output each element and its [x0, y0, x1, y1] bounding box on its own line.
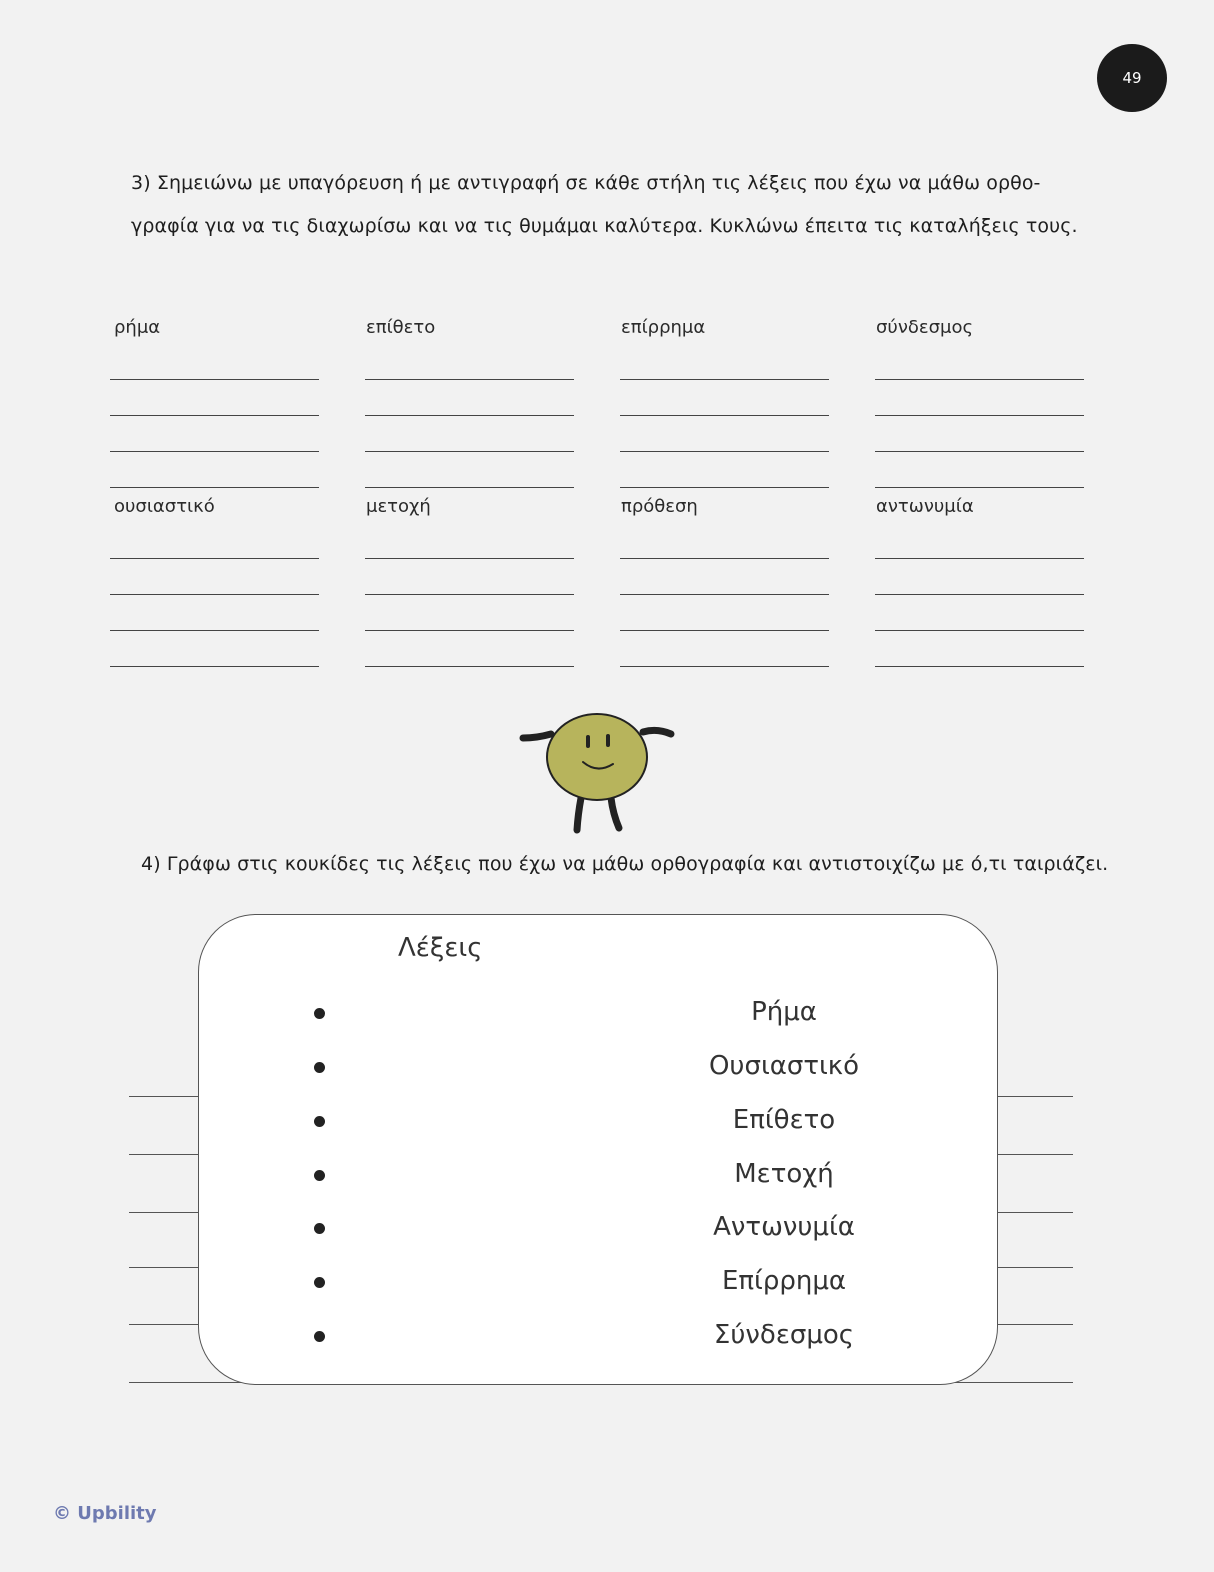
category-label: πρόθεση [621, 496, 698, 517]
writing-line[interactable] [365, 415, 574, 416]
connector-line-left [129, 1154, 204, 1155]
writing-line[interactable] [620, 558, 829, 559]
connector-line-right [993, 1154, 1073, 1155]
smiley-figure-icon [515, 708, 685, 840]
word-bullet[interactable] [314, 1062, 325, 1073]
category-label: μετοχή [366, 496, 431, 517]
writing-line[interactable] [365, 451, 574, 452]
part-of-speech-label: Ρήμα [751, 997, 817, 1027]
category-label: σύνδεσμος [876, 317, 974, 338]
part-of-speech-label: Επίθετο [732, 1105, 836, 1135]
word-bullet[interactable] [314, 1223, 325, 1234]
writing-line[interactable] [110, 666, 319, 667]
page-number: 49 [1122, 69, 1142, 87]
writing-line[interactable] [875, 487, 1084, 488]
writing-line[interactable] [620, 487, 829, 488]
words-heading: Λέξεις [398, 933, 483, 963]
part-of-speech-label: Επίρρημα [721, 1266, 847, 1296]
writing-line[interactable] [620, 630, 829, 631]
part-of-speech-label: Μετοχή [734, 1159, 834, 1189]
connector-line-left [129, 1324, 204, 1325]
category-label: ουσιαστικό [114, 496, 215, 517]
writing-line[interactable] [365, 379, 574, 380]
category-label: αντωνυμία [876, 496, 974, 517]
exercise3-instruction-line2: γραφία για να τις διαχωρίσω και να τις θυμάμαι καλύτερα. Κυκλώνω έπειτα τις καταλήξεις τους. [131, 215, 1078, 237]
connector-line-right [993, 1096, 1073, 1097]
category-label: επίρρημα [621, 317, 706, 338]
word-bullet[interactable] [314, 1116, 325, 1127]
exercise3-instruction-line1: 3) Σημειώνω με υπαγόρευση ή με αντιγραφή σε κάθε στήλη τις λέξεις που έχω να μάθω ορθο- [131, 172, 1041, 194]
part-of-speech-label: Αντωνυμία [713, 1212, 855, 1242]
connector-line-right [993, 1324, 1073, 1325]
writing-line[interactable] [875, 666, 1084, 667]
part-of-speech-label: Σύνδεσμος [713, 1320, 855, 1350]
writing-line[interactable] [620, 451, 829, 452]
exercise4-instruction: 4) Γράφω στις κουκίδες τις λέξεις που έχω να μάθω ορθογραφία και αντιστοιχίζω με ό,τι ταιριάζει. [141, 853, 1109, 875]
connector-line-left [129, 1096, 204, 1097]
connector-line-left [129, 1267, 204, 1268]
writing-line[interactable] [875, 594, 1084, 595]
writing-line[interactable] [110, 558, 319, 559]
writing-line[interactable] [110, 451, 319, 452]
writing-line[interactable] [620, 666, 829, 667]
category-label: ρήμα [114, 317, 161, 338]
writing-line[interactable] [110, 630, 319, 631]
writing-line[interactable] [110, 594, 319, 595]
copyright-footer: © Upbility [53, 1503, 157, 1524]
writing-line[interactable] [875, 451, 1084, 452]
writing-line[interactable] [620, 415, 829, 416]
word-bullet[interactable] [314, 1008, 325, 1019]
writing-line[interactable] [365, 558, 574, 559]
writing-line[interactable] [875, 379, 1084, 380]
part-of-speech-label: Ουσιαστικό [708, 1051, 860, 1081]
writing-line[interactable] [875, 630, 1084, 631]
writing-line[interactable] [110, 415, 319, 416]
writing-line[interactable] [875, 558, 1084, 559]
writing-line[interactable] [365, 487, 574, 488]
category-label: επίθετο [366, 317, 436, 338]
writing-line[interactable] [365, 630, 574, 631]
matching-box [198, 914, 998, 1385]
connector-line-left [129, 1212, 204, 1213]
connector-line-right [993, 1212, 1073, 1213]
page-number-badge [1097, 44, 1167, 112]
writing-line[interactable] [365, 594, 574, 595]
writing-line[interactable] [875, 415, 1084, 416]
writing-line[interactable] [110, 487, 319, 488]
connector-line-right [993, 1267, 1073, 1268]
writing-line[interactable] [365, 666, 574, 667]
word-bullet[interactable] [314, 1331, 325, 1342]
writing-line[interactable] [620, 594, 829, 595]
writing-line[interactable] [110, 379, 319, 380]
word-bullet[interactable] [314, 1170, 325, 1181]
writing-line[interactable] [620, 379, 829, 380]
word-bullet[interactable] [314, 1277, 325, 1288]
